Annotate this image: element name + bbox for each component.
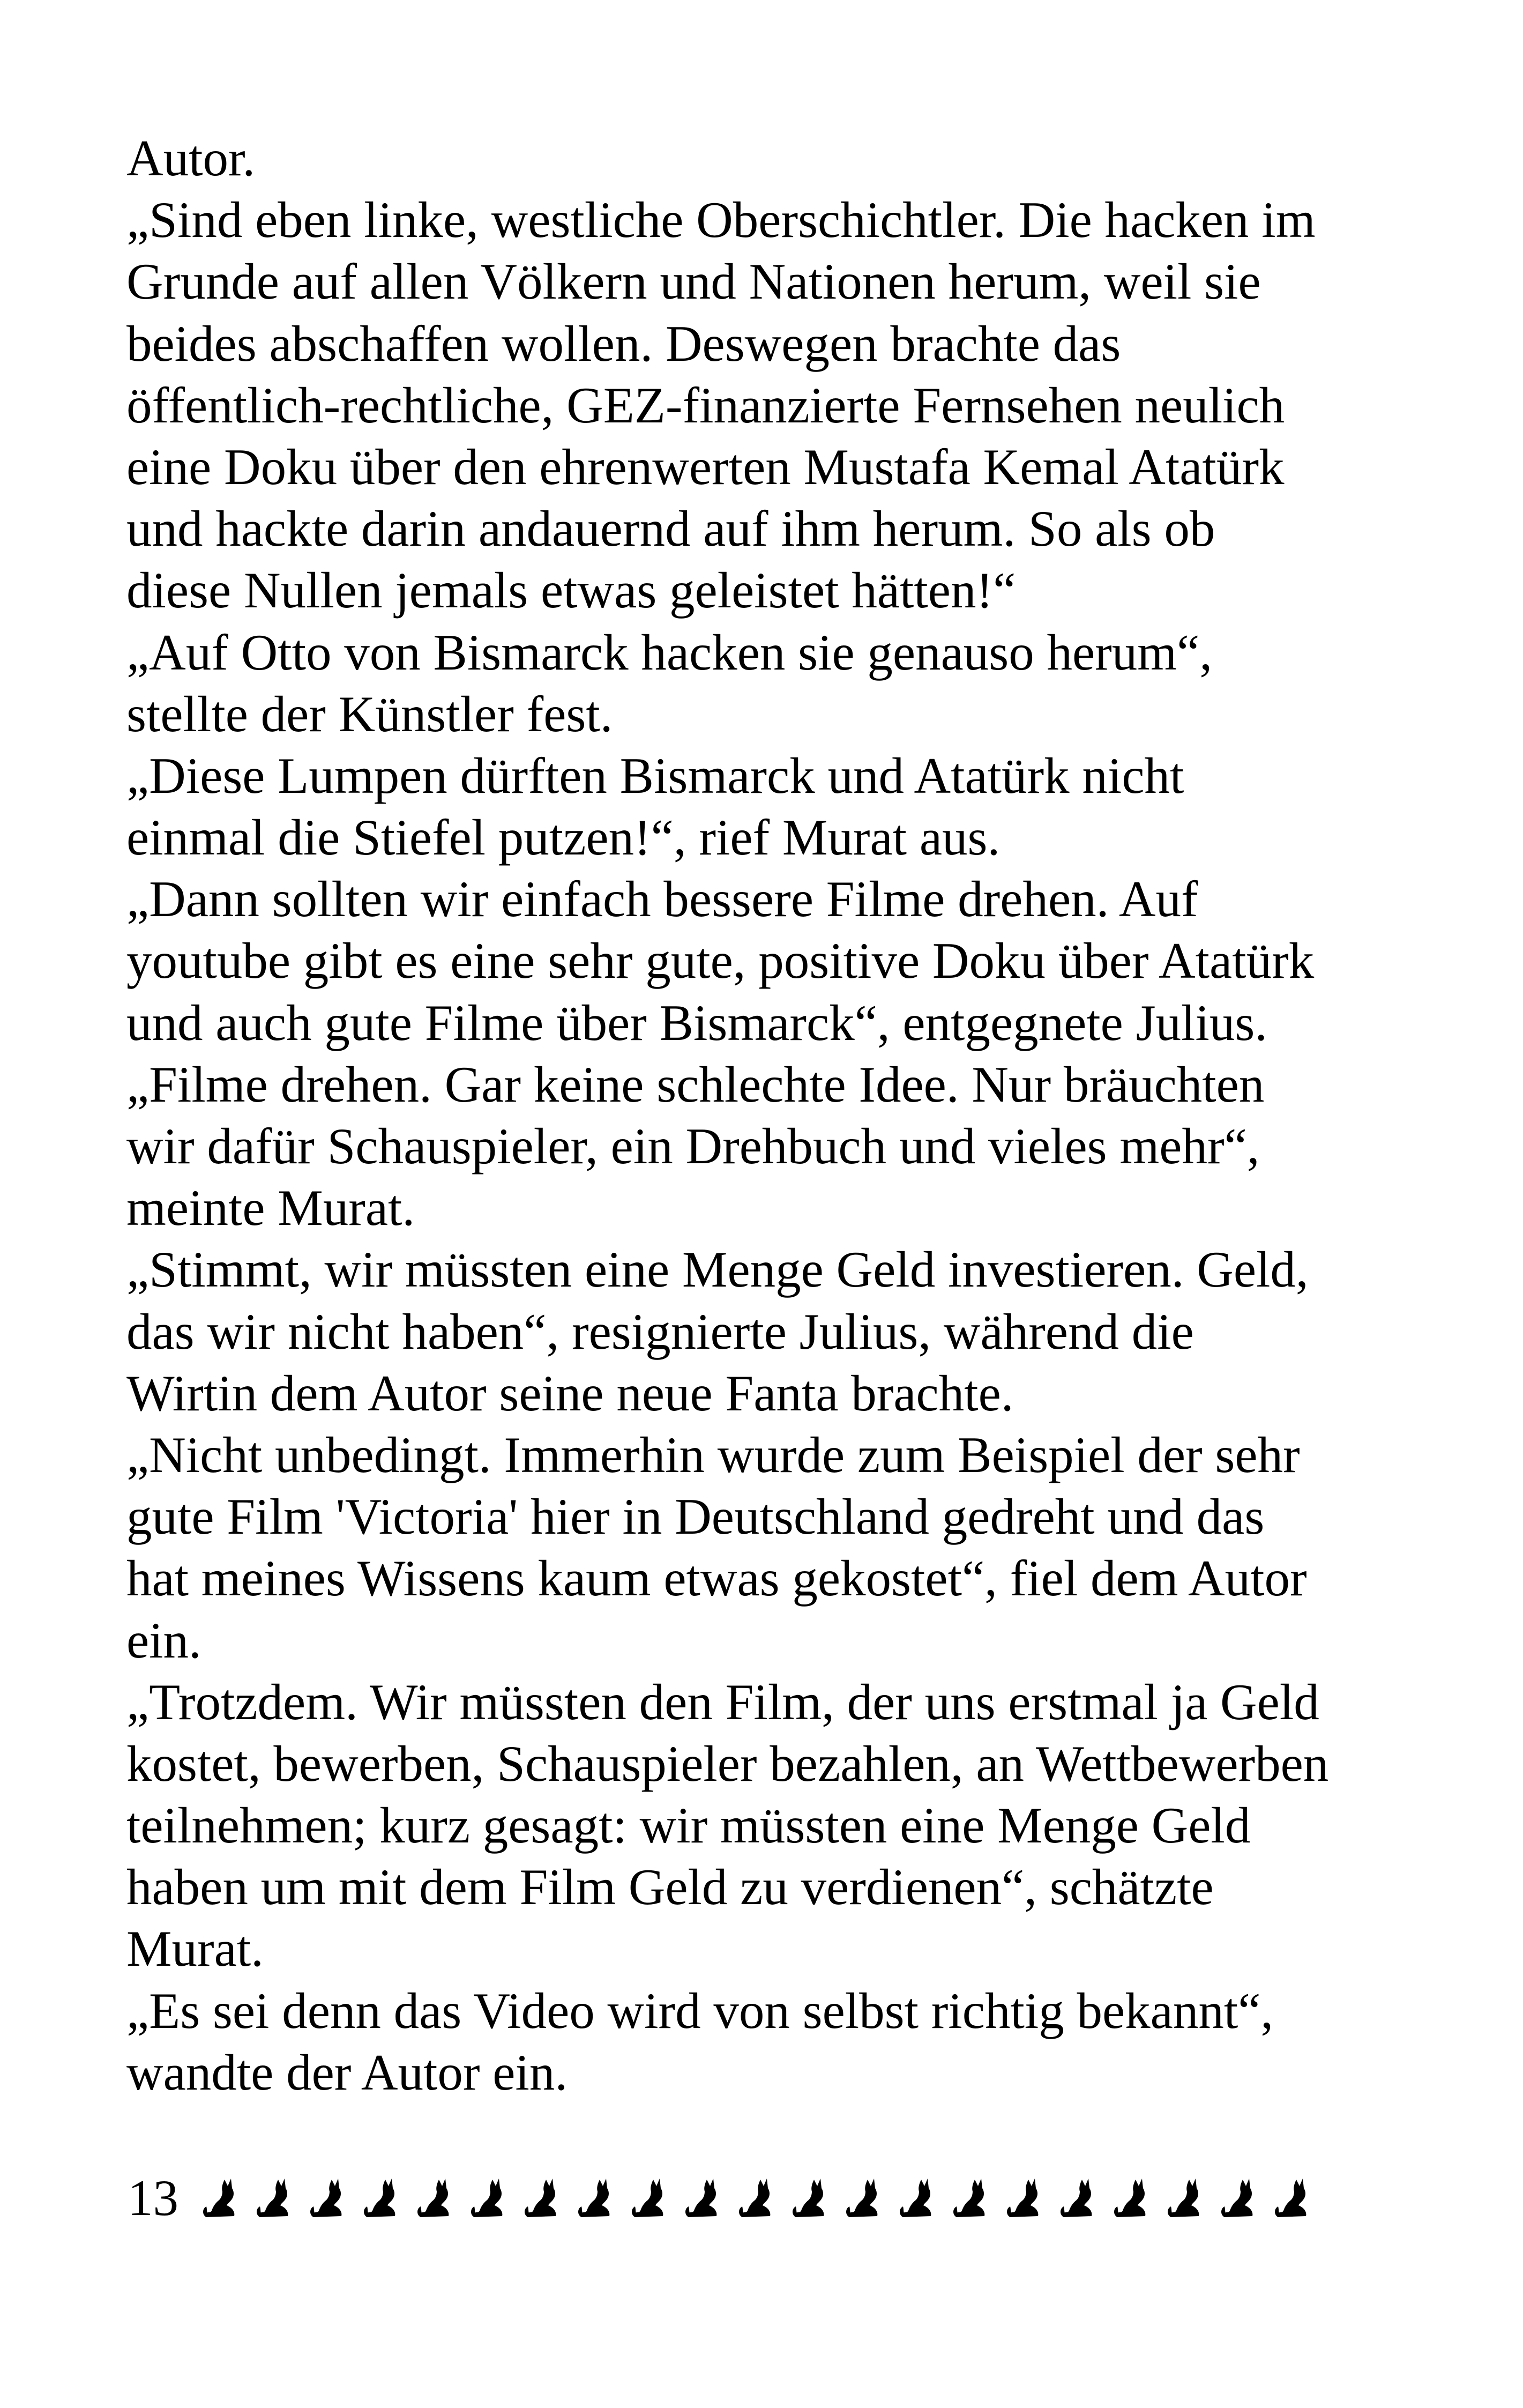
text-line: „Dann sollten wir einfach bessere Filme drehen. Auf (126, 871, 1198, 928)
text-line: Autor. (126, 130, 256, 187)
cat-silhouette-icon (469, 2176, 506, 2219)
cat-silhouette-icon (522, 2176, 560, 2219)
text-line: „Nicht unbedingt. Immerhin wurde zum Beispiel der sehr (126, 1426, 1300, 1483)
text-line: stellte der Künstler fest. (126, 685, 613, 742)
cat-silhouette-icon (1166, 2176, 1203, 2219)
cat-silhouette-icon (1273, 2176, 1310, 2219)
text-line: ein. (126, 1611, 201, 1669)
cat-silhouette-icon (1005, 2176, 1042, 2219)
text-line: „Es sei denn das Video wird von selbst richtig bekannt“, (126, 1982, 1274, 2039)
text-line: meinte Murat. (126, 1179, 415, 1237)
cat-silhouette-icon (255, 2176, 292, 2219)
text-line: teilnehmen; kurz gesagt: wir müssten eine Menge Geld (126, 1797, 1251, 1854)
text-line: eine Doku über den ehrenwerten Mustafa Kemal Atatürk (126, 438, 1285, 495)
text-line: einmal die Stiefel putzen!“, rief Murat aus. (126, 809, 1001, 866)
page-number: 13 (128, 2169, 178, 2226)
cat-silhouette-icon (898, 2176, 935, 2219)
cat-silhouette-icon (683, 2176, 721, 2219)
cat-silhouette-icon (951, 2176, 989, 2219)
body-text (126, 128, 1423, 2104)
text-line: Grunde auf allen Völkern und Nationen herum, weil sie (126, 253, 1261, 310)
cat-silhouette-icon (790, 2176, 828, 2219)
text-line: hat meines Wissens kaum etwas gekostet“, fiel dem Autor (126, 1550, 1307, 1607)
text-line: „Filme drehen. Gar keine schlechte Idee. Nur bräuchten (126, 1056, 1265, 1113)
cat-silhouette-icon (308, 2176, 346, 2219)
text-line: öffentlich-rechtliche, GEZ-finanzierte Fernsehen neulich (126, 376, 1285, 434)
text-line: gute Film 'Victoria' hier in Deutschland gedreht und das (126, 1488, 1265, 1545)
cat-silhouette-icon (1219, 2176, 1257, 2219)
text-line: youtube gibt es eine sehr gute, positive Doku über Atatürk (126, 932, 1315, 990)
cat-silhouette-icon (201, 2176, 238, 2219)
text-line: „Sind eben linke, westliche Oberschichtler. Die hacken im (126, 191, 1316, 249)
text-line: und auch gute Filme über Bismarck“, entgegnete Julius. (126, 994, 1268, 1051)
text-line: wandte der Autor ein. (126, 2043, 568, 2101)
text-line: haben um mit dem Film Geld zu verdienen“, schätzte (126, 1859, 1214, 1916)
text-line: Murat. (126, 1920, 264, 1978)
cat-silhouette-icon (1112, 2176, 1149, 2219)
text-line: „Trotzdem. Wir müssten den Film, der uns erstmal ja Geld (126, 1673, 1319, 1730)
text-line: diese Nullen jemals etwas geleistet hätten!“ (126, 562, 1016, 619)
text-line: „Stimmt, wir müssten eine Menge Geld investieren. Geld, (126, 1241, 1309, 1298)
cat-silhouette-icon (630, 2176, 667, 2219)
cat-silhouette-icon (1058, 2176, 1096, 2219)
text-line: „Auf Otto von Bismarck hacken sie genauso herum“, (126, 623, 1213, 681)
footer-ornament-row (201, 2176, 1326, 2219)
page-footer (128, 2166, 1326, 2230)
cat-silhouette-icon (576, 2176, 614, 2219)
text-line: „Diese Lumpen dürften Bismarck und Atatürk nicht (126, 747, 1184, 804)
text-line: Wirtin dem Autor seine neue Fanta brachte. (126, 1364, 1014, 1422)
text-line: das wir nicht haben“, resignierte Julius, während die (126, 1303, 1194, 1360)
text-line: beides abschaffen wollen. Deswegen brachte das (126, 315, 1121, 372)
text-line: kostet, bewerben, Schauspieler bezahlen, an Wettbewerben (126, 1735, 1329, 1792)
cat-silhouette-icon (362, 2176, 399, 2219)
text-line: wir dafür Schauspieler, ein Drehbuch und vieles mehr“, (126, 1118, 1260, 1175)
cat-silhouette-icon (737, 2176, 774, 2219)
cat-silhouette-icon (844, 2176, 882, 2219)
text-line: und hackte darin andauernd auf ihm herum. So als ob (126, 500, 1215, 558)
cat-silhouette-icon (415, 2176, 453, 2219)
